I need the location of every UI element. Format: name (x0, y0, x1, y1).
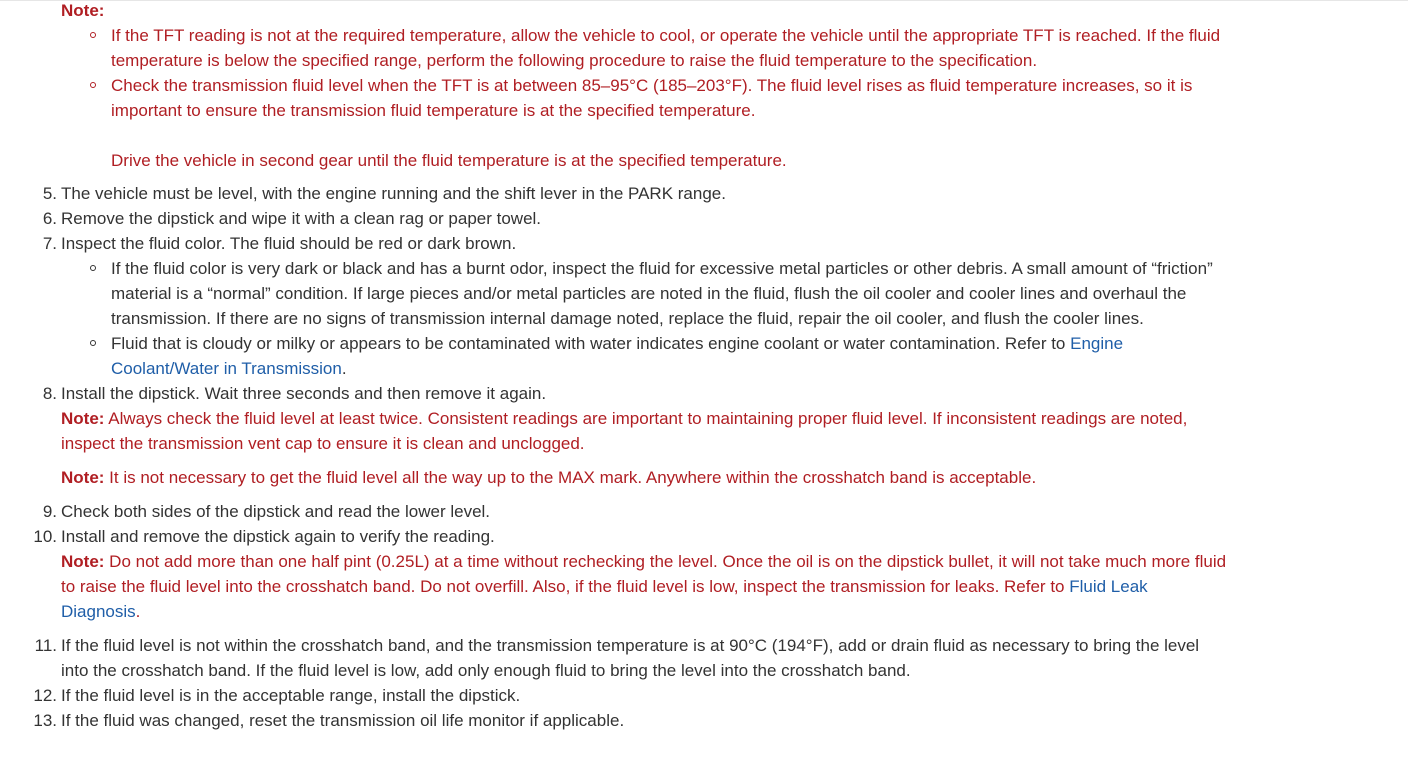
step-13 (0, 708, 1230, 733)
step-number: 13. (33, 711, 57, 730)
list-item: Fluid that is cloudy or milky or appears to be contaminated with water indicates engine coolant or water contamination. Refer to Engine Coolant/Water in Transmission. (111, 331, 1230, 381)
hollow-bullet-icon (90, 32, 96, 38)
list-item: If the fluid color is very dark or black and has a burnt odor, inspect the fluid for excessive metal particles or other debris. A small amount of “friction” material is a “normal” condition. If large pieces and/or metal particles are noted in the fluid, flush the oil cooler and cooler lines and overhaul the transmission. If there are no signs of transmission internal damage noted, replace the fluid, repair the oil cooler, and flush the cooler lines. (111, 256, 1230, 331)
hollow-bullet-icon (90, 340, 96, 346)
max-mark-note: Note: It is not necessary to get the fluid level all the way up to the MAX mark. Anywhere within the crosshatch band is acceptable. (61, 468, 1037, 487)
step-text: Check both sides of the dipstick and read the lower level. (61, 502, 491, 521)
fluid-leak-diagnosis-link[interactable]: Fluid Leak Diagnosis (61, 577, 1148, 621)
step-5 (0, 181, 1230, 206)
hollow-bullet-icon (90, 265, 96, 271)
step-number: 6. (42, 209, 57, 228)
step-6 (0, 206, 1230, 231)
step-9 (0, 499, 1230, 524)
step-8 (0, 381, 1230, 490)
step-text: Remove the dipstick and wipe it with a clean rag or paper towel. (61, 209, 542, 228)
step-text: Install and remove the dipstick again to verify the reading. (61, 527, 495, 546)
second-gear-instruction: Drive the vehicle in second gear until the fluid temperature is at the specified temperature. (111, 151, 787, 170)
step-11 (0, 633, 1230, 683)
step-number: 8. (42, 384, 57, 403)
note-label: Note: (61, 409, 105, 428)
step-text: If the fluid level is in the acceptable range, install the dipstick. (61, 686, 521, 705)
fluid-check-note: Note: Always check the fluid level at least twice. Consistent readings are important to maintaining proper fluid level. If inconsistent readings are noted, inspect the transmission vent cap to ensure it is clean and unclogged. (61, 409, 1188, 453)
step-12 (0, 683, 1230, 708)
step-text: The vehicle must be level, with the engine running and the shift lever in the PARK range. (61, 184, 726, 203)
step-text: Install the dipstick. Wait three seconds and then remove it again. (61, 384, 547, 403)
step-text: If the fluid level is not within the crosshatch band, and the transmission temperature is at 90°C (194°F), add or drain fluid as necessary to bring the level into the crosshatch band. If the fluid level is low, add only enough fluid to bring the level into the crosshatch band. (61, 636, 1200, 680)
step-10 (0, 524, 1230, 624)
list-item: Check the transmission fluid level when the TFT is at between 85–95°C (185–203°F). The fluid level rises as fluid temperature increases, so it is important to ensure the transmission fluid temperature is at the specified temperature. Drive the vehicle in second gear until the fluid temperature is at the specified temperature. (111, 73, 1230, 173)
step-text: Inspect the fluid color. The fluid should be red or dark brown. (61, 234, 517, 253)
step-text: If the fluid was changed, reset the transmission oil life monitor if applicable. (61, 711, 625, 730)
list-item: If the TFT reading is not at the required temperature, allow the vehicle to cool, or operate the vehicle until the appropriate TFT is reached. If the fluid temperature is below the specified range, perform the following procedure to raise the fluid temperature to the specification. (111, 23, 1230, 73)
step-number: 7. (42, 234, 57, 253)
step-number: 12. (33, 686, 57, 705)
step-number: 11. (34, 636, 57, 655)
note-label: Note: (61, 1, 105, 20)
step-number: 5. (42, 184, 57, 203)
note-label: Note: (61, 552, 105, 571)
engine-coolant-link[interactable]: Engine Coolant/Water in Transmission (111, 334, 1124, 378)
fluid-color-bullets (0, 256, 1230, 381)
overfill-note: Note: Do not add more than one half pint (0.25L) at a time without rechecking the level. Once the oil is on the dipstick bullet, it will not take much more fluid to raise the fluid level into the crosshatch band. Do not overfill. Also, if the fluid level is low, inspect the transmission for leaks. Refer to Fluid Leak Diagnosis. (61, 552, 1227, 621)
note-label: Note: (61, 468, 105, 487)
temperature-note (61, 0, 1230, 23)
temperature-note-bullets (0, 23, 1230, 173)
step-7 (0, 231, 1230, 256)
step-number: 10. (33, 527, 57, 546)
hollow-bullet-icon (90, 82, 96, 88)
step-number: 9. (42, 502, 57, 521)
